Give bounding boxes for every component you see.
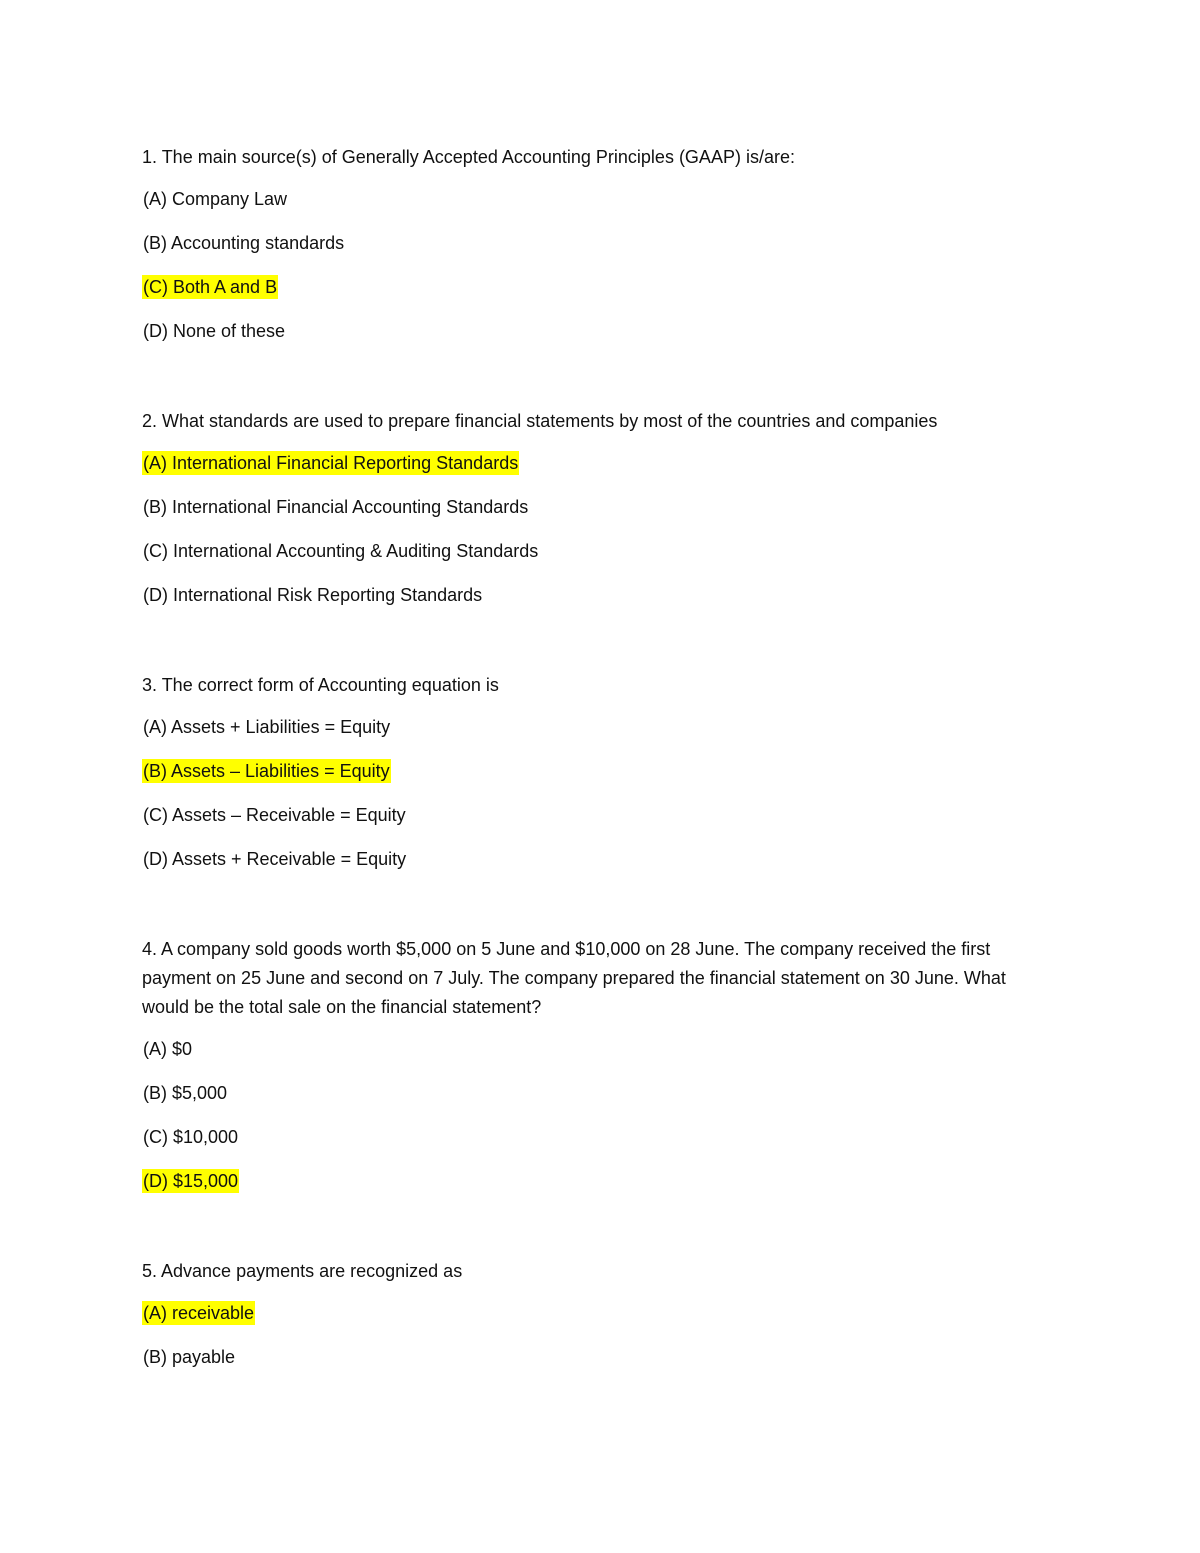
answer-option [142, 1081, 1042, 1105]
option-text: (B) International Financial Accounting Standards [143, 497, 529, 517]
answer-option [142, 1125, 1042, 1149]
question-spacer [142, 363, 1042, 407]
option-text: (D) International Risk Reporting Standards [143, 585, 483, 605]
answer-option-highlighted [142, 451, 1042, 475]
answer-option [142, 319, 1042, 343]
answer-option [142, 1345, 1042, 1369]
question-5 [142, 1257, 1042, 1369]
answer-option [142, 583, 1042, 607]
answer-option-highlighted [142, 1301, 1042, 1325]
option-text: (A) Assets + Liabilities = Equity [143, 717, 391, 737]
option-text: (B) payable [143, 1347, 236, 1367]
question-3 [142, 671, 1042, 871]
question-1 [142, 143, 1042, 343]
option-text: (B) Assets – Liabilities = Equity [143, 761, 390, 781]
answer-option [142, 803, 1042, 827]
question-list [142, 143, 1042, 1389]
option-text: (C) Assets – Receivable = Equity [143, 805, 406, 825]
option-text: (A) receivable [143, 1303, 255, 1323]
answer-option-highlighted [142, 1169, 1042, 1193]
question-stem: 1. The main source(s) of Generally Accepted Accounting Principles (GAAP) is/are: [142, 147, 795, 167]
answer-option [142, 539, 1042, 563]
option-text: (B) $5,000 [143, 1083, 228, 1103]
answer-option-highlighted [142, 275, 1042, 299]
answer-option [142, 231, 1042, 255]
question-spacer [142, 1213, 1042, 1257]
option-text: (B) Accounting standards [143, 233, 345, 253]
answer-option [142, 1037, 1042, 1061]
option-text: (A) International Financial Reporting Standards [143, 453, 519, 473]
option-text: (C) Both A and B [143, 277, 278, 297]
answer-option [142, 715, 1042, 739]
answer-option [142, 495, 1042, 519]
question-stem: 2. What standards are used to prepare financial statements by most of the countries and companies [142, 411, 938, 431]
answer-option [142, 187, 1042, 211]
answer-option-highlighted [142, 759, 1042, 783]
question-stem: 4. A company sold goods worth $5,000 on 5 June and $10,000 on 28 June. The company received the first payment on 25 June and second on 7 July. The company prepared the financial statement on 30 June. What would be the total sale on the financial statement? [142, 939, 1006, 1017]
option-text: (D) $15,000 [143, 1171, 239, 1191]
question-spacer [142, 627, 1042, 671]
question-4 [142, 935, 1042, 1193]
answer-option [142, 847, 1042, 871]
question-stem: 5. Advance payments are recognized as [142, 1261, 463, 1281]
question-spacer [142, 891, 1042, 935]
option-text: (D) None of these [143, 321, 286, 341]
option-text: (D) Assets + Receivable = Equity [143, 849, 407, 869]
option-text: (A) $0 [143, 1039, 193, 1059]
option-text: (A) Company Law [143, 189, 288, 209]
question-stem: 3. The correct form of Accounting equation is [142, 675, 499, 695]
option-text: (C) International Accounting & Auditing Standards [143, 541, 539, 561]
question-2 [142, 407, 1042, 607]
option-text: (C) $10,000 [143, 1127, 239, 1147]
